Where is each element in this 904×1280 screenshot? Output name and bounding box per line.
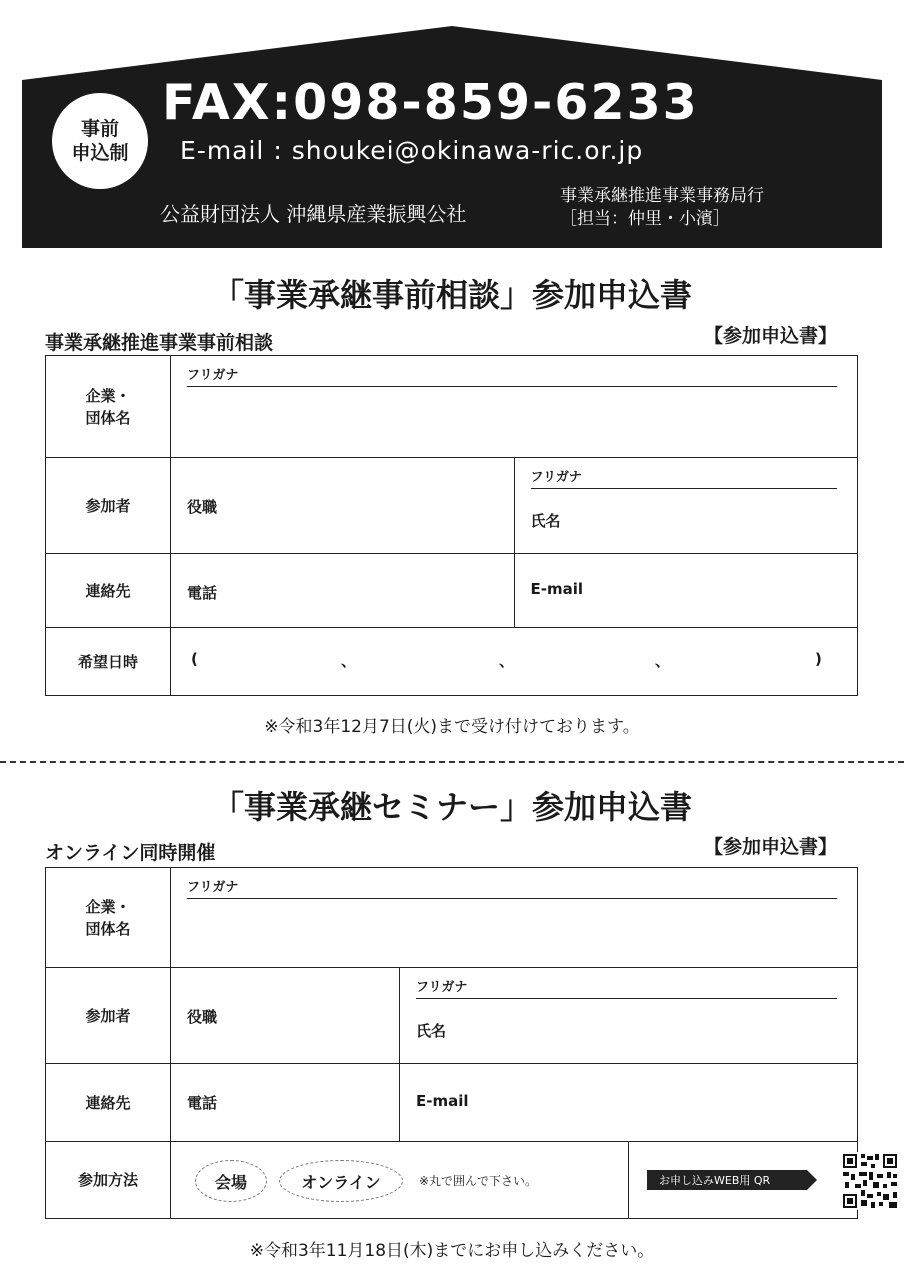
form1-table <box>45 355 858 696</box>
header-email[interactable]: E-mail : shoukei@okinawa-ric.or.jp <box>180 136 644 165</box>
separator-3: 、 <box>655 652 671 670</box>
form2-method-field <box>171 1142 629 1219</box>
form2-table <box>45 867 858 1219</box>
form2-position-field[interactable] <box>171 968 400 1064</box>
pre-registration-badge <box>52 93 148 189</box>
name-label: 氏名 <box>416 1022 447 1040</box>
furigana-label: フリガナ <box>530 470 582 485</box>
form1-date-field[interactable] <box>171 628 858 696</box>
form1-deadline-note: ※令和3年12月7日(火)まで受け付けております。 <box>264 717 640 737</box>
form2-contact-label: 連絡先 <box>46 1064 171 1142</box>
position-label: 役職 <box>187 498 218 516</box>
furigana-line <box>416 998 837 999</box>
name-label: 氏名 <box>530 512 561 530</box>
form1-email-field[interactable] <box>514 554 858 628</box>
cut-line <box>0 761 904 763</box>
fax-number: FAX:098-859-6233 <box>162 74 699 131</box>
circle-instruction: ※丸で囲んで下さい。 <box>419 1174 538 1188</box>
form2-qr-cell <box>629 1142 858 1219</box>
email-label: E-mail <box>416 1092 469 1110</box>
option-venue[interactable]: 会場 <box>195 1160 267 1202</box>
form1-date-label: 希望日時 <box>46 628 171 696</box>
form1-phone-field[interactable] <box>171 554 515 628</box>
email-label: E-mail <box>530 580 584 598</box>
form1-contact-label: 連絡先 <box>46 554 171 628</box>
form2-deadline-note: ※令和3年11月18日(木)までにお申し込みください。 <box>249 1241 655 1261</box>
office-line1: 事業承継推進事業事務局行 <box>560 186 764 206</box>
form2-title: 「事業承継セミナー」参加申込書 <box>211 788 692 826</box>
form1-tag: 【参加申込書】 <box>704 325 838 347</box>
form1-participant-label: 参加者 <box>46 458 171 554</box>
form2-company-label: 企業・ 団体名 <box>46 868 171 968</box>
form1-position-field[interactable] <box>171 458 515 554</box>
option-online[interactable]: オンライン <box>279 1160 403 1202</box>
form1-subtitle: 事業承継推進事業事前相談 <box>45 332 274 354</box>
office-name <box>560 185 764 231</box>
phone-label: 電話 <box>187 1094 218 1112</box>
separator-2: 、 <box>499 652 515 670</box>
paren-open: ( <box>191 650 198 668</box>
furigana-line <box>531 488 838 489</box>
form1-company-field[interactable] <box>171 356 858 458</box>
form2-method-label: 参加方法 <box>46 1142 171 1219</box>
qr-label: お申し込みWEB用 QR <box>659 1174 771 1187</box>
position-label: 役職 <box>187 1008 218 1026</box>
badge-line1: 事前 <box>80 118 119 140</box>
paren-close: ) <box>815 650 822 668</box>
furigana-label: フリガナ <box>416 980 468 995</box>
furigana-label: フリガナ <box>187 880 239 895</box>
form2-subtitle: オンライン同時開催 <box>45 842 216 864</box>
form2-participant-label: 参加者 <box>46 968 171 1064</box>
furigana-label: フリガナ <box>187 368 239 383</box>
furigana-line <box>187 898 837 899</box>
form2-company-field[interactable] <box>171 868 858 968</box>
form2-name-field[interactable] <box>400 968 858 1064</box>
separator-1: 、 <box>341 652 357 670</box>
badge-line2: 申込制 <box>71 142 129 164</box>
organization-name: 公益財団法人 沖縄県産業振興公社 <box>160 202 467 226</box>
qr-code-icon[interactable] <box>841 1152 899 1210</box>
phone-label: 電話 <box>187 584 218 602</box>
form2-email-field[interactable] <box>400 1064 858 1142</box>
form2-tag: 【参加申込書】 <box>704 836 838 858</box>
form1-title: 「事業承継事前相談」参加申込書 <box>211 276 692 314</box>
office-line2: ［担当：仲里・小濱］ <box>560 209 730 229</box>
form1-company-label: 企業・ 団体名 <box>46 356 171 458</box>
form2-phone-field[interactable] <box>171 1064 400 1142</box>
furigana-line <box>187 386 837 387</box>
form1-name-field[interactable] <box>514 458 858 554</box>
